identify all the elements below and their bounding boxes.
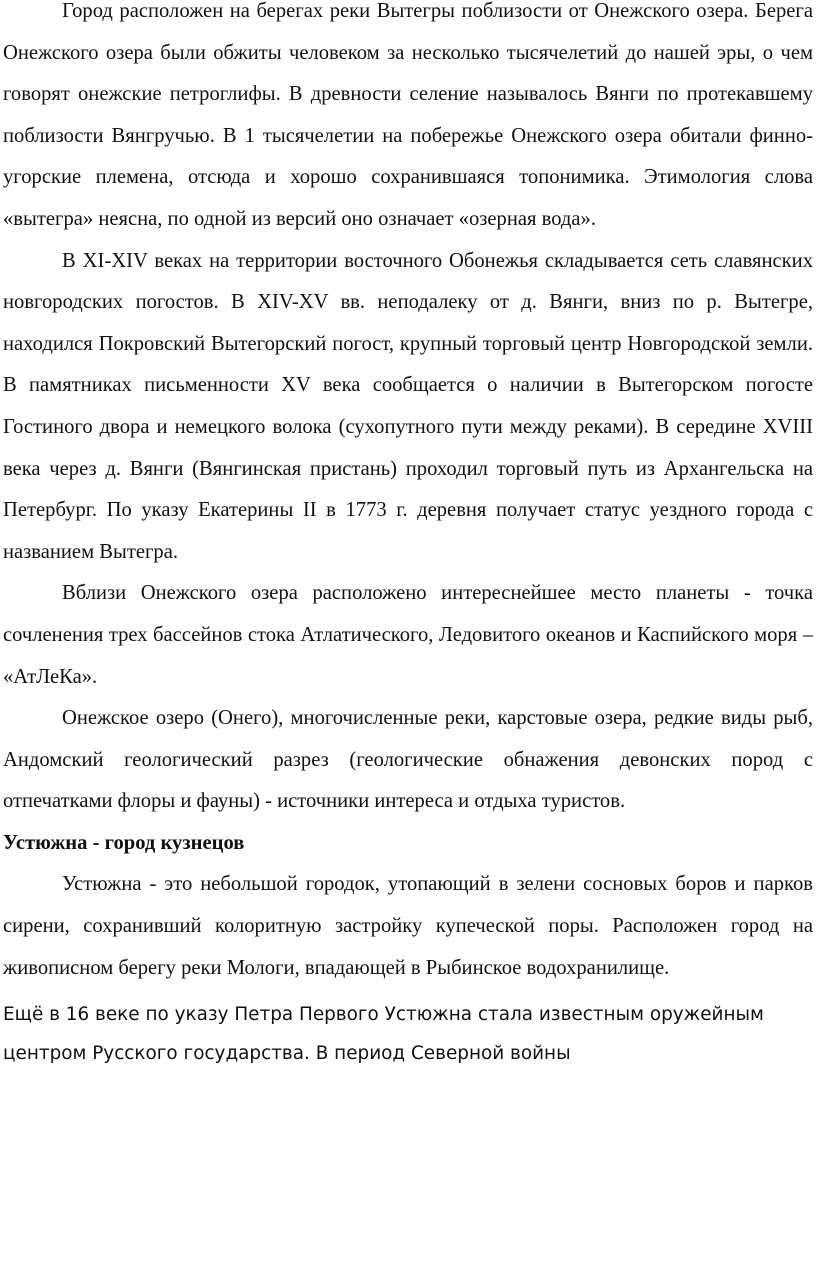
paragraph-onego-attractions: Онежское озеро (Онего), многочисленные реки, карстовые озера, редкие виды рыб, Андомский геологический разрез (геологические обнажения девонских пород с отпечатками флоры и фауны) - источники интереса и отдыха туристов. [3, 707, 813, 813]
paragraph-ustyuzhna-continuation: Ещё в 16 веке по указу Петра Первого Устюжна стала известным оружейным центром Русского государства. В период Северной войны [3, 1004, 764, 1065]
paragraph-vytegra-location: Город расположен на берегах реки Вытегры поблизости от Онежского озера. Берега Онежского озера были обжиты человеком за несколько тысячелетий до нашей эры, о чем говорят онежские петроглифы. В древности селение называлось Вянги по протекавшему поблизости Вянгручью. В 1 тысячелетии на побережье Онежского озера обитали финно-угорские племена, отсюда и хорошо сохранившаяся топонимика. Этимология слова «вытегра» неясна, по одной из версий оно означает «озерная вода». [3, 0, 813, 230]
section-heading-ustyuzhna: Устюжна - город кузнецов [3, 831, 245, 854]
paragraph-ustyuzhna-intro: Устюжна - это небольшой городок, утопающий в зелени сосновых боров и парков сирени, сохранивший колоритную застройку купеческой поры. Расположен город на живописном берегу реки Мологи, впадающей в Рыбинское водохранилище. [3, 873, 813, 979]
paragraph-atleka: Вблизи Онежского озера расположено интереснейшее место планеты - точка сочленения трех бассейнов стока Атлатического, Ледовитого океанов и Каспийского моря – «АтЛеКа». [3, 582, 813, 688]
paragraph-vytegra-history: В XI-XIV веках на территории восточного Обонежья складывается сеть славянских новгородских погостов. В XIV-XV вв. неподалеку от д. Вянги, вниз по р. Вытегре, находился Покровский Вытегорский погост, крупный торговый центр Новгородской земли. В памятниках письменности XV века сообщается о наличии в Вытегорском погосте Гостиного двора и немецкого волока (сухопутного пути между реками). В середине XVIII века через д. Вянги (Вянгинская пристань) проходил торговый путь из Архангельска на Петербург. По указу Екатерины II в 1773 г. деревня получает статус уездного города с названием Вытегра. [3, 249, 813, 563]
